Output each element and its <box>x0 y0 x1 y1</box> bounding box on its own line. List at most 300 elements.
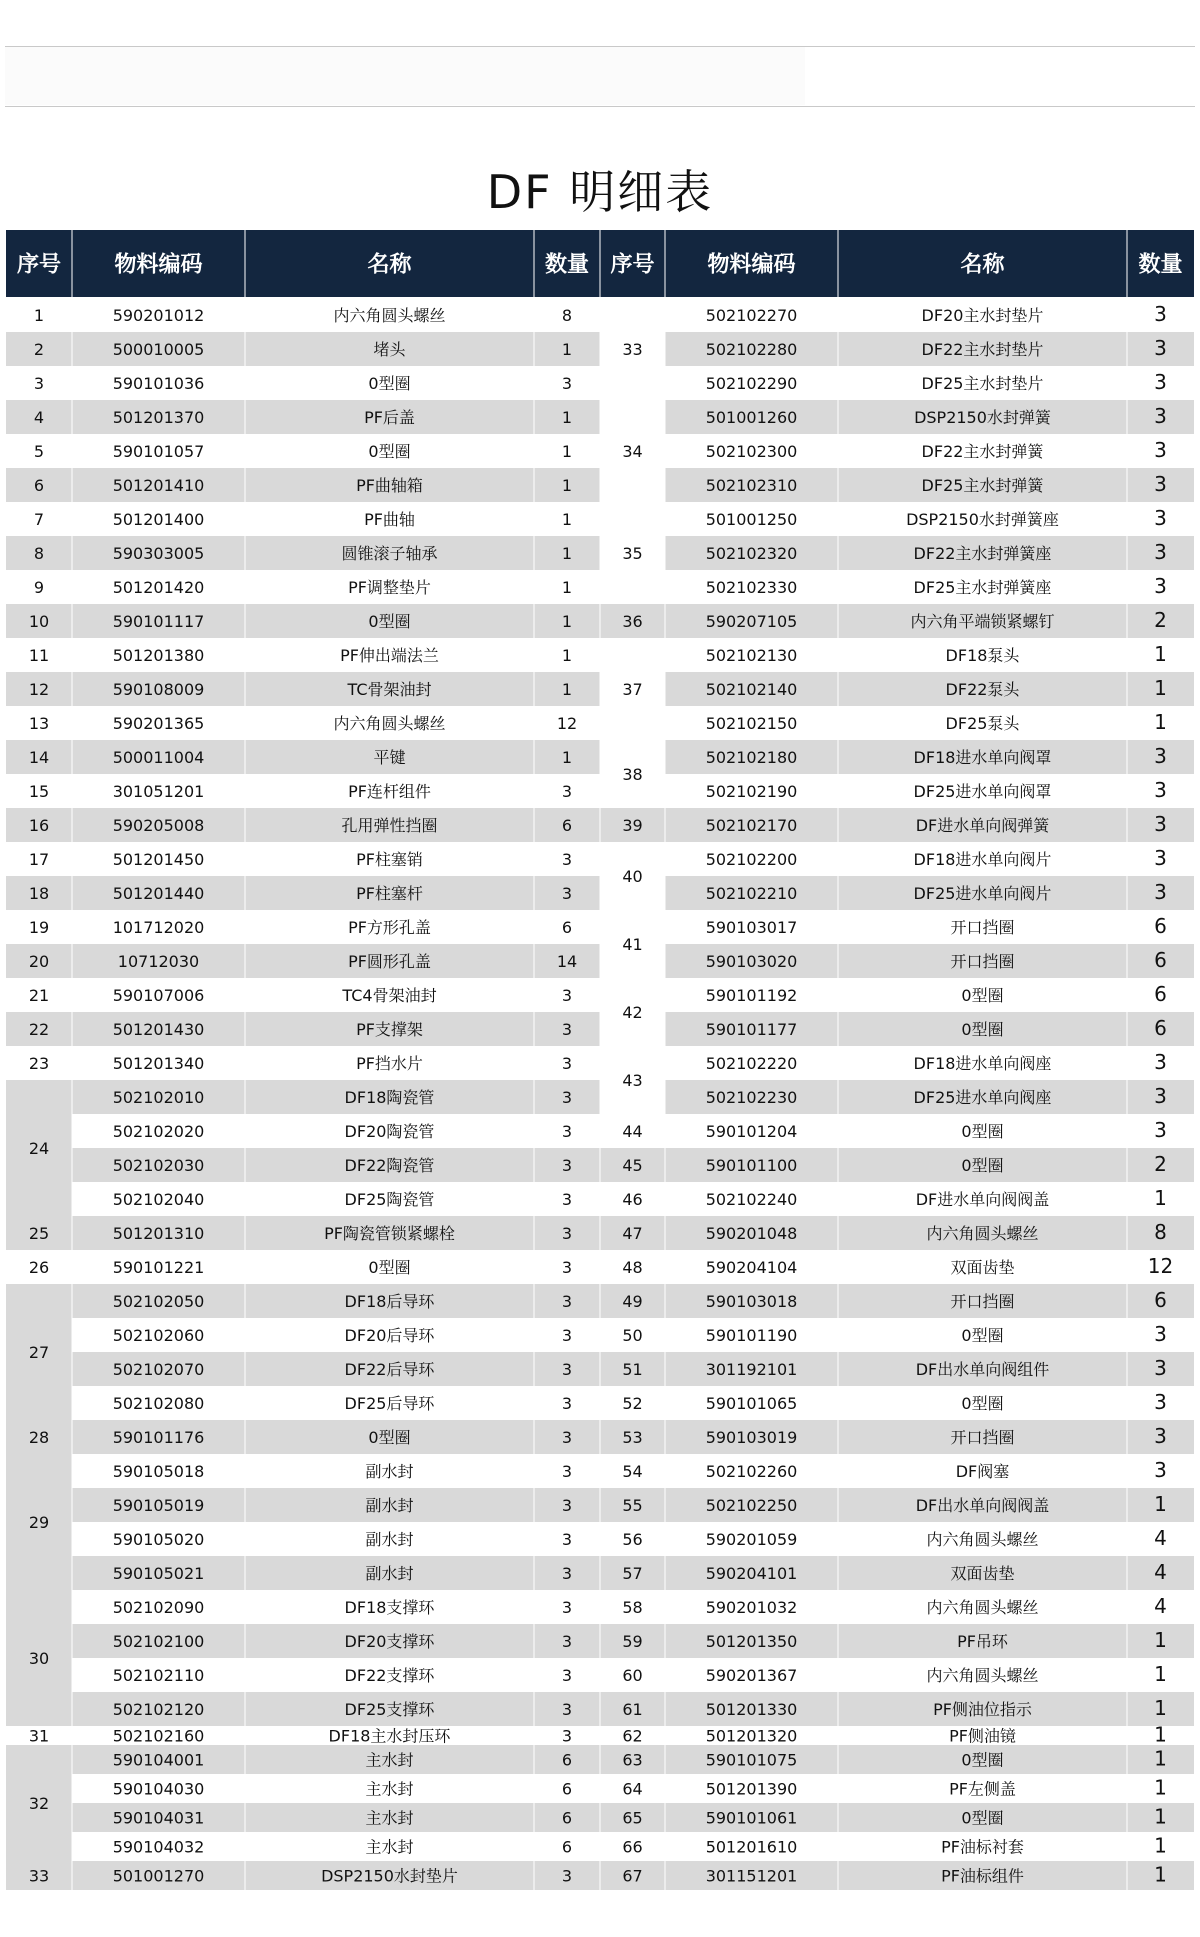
table-cell: 590103019 <box>705 1428 798 1447</box>
table-cell: 3 <box>561 1258 573 1277</box>
table-cell: 0型圈 <box>368 1258 411 1277</box>
merged-index-cell: 30 <box>28 1649 50 1668</box>
table-cell: 3 <box>1154 846 1167 870</box>
table-cell: 501201430 <box>112 1020 205 1039</box>
table-cell: 590204101 <box>705 1564 798 1583</box>
table-cell: 3 <box>561 1866 573 1886</box>
table-cell: 14 <box>28 748 50 767</box>
table-cell: TC骨架油封 <box>347 680 432 699</box>
table-cell: 6 <box>1154 914 1167 938</box>
table-cell: 502102220 <box>705 1054 798 1073</box>
table-cell: 502102050 <box>112 1292 205 1311</box>
table-cell: 1 <box>561 408 573 427</box>
merged-index-cell: 27 <box>28 1343 50 1362</box>
table-cell: 502102160 <box>112 1726 205 1746</box>
table-cell: 44 <box>622 1122 643 1141</box>
table-cell: 1 <box>1154 710 1167 734</box>
table-cell: PF曲轴 <box>364 510 415 529</box>
table-cell: 10712030 <box>117 952 200 971</box>
table-cell: 3 <box>561 1564 573 1583</box>
table-cell: 3 <box>1154 1356 1167 1380</box>
table-cell: 8 <box>33 544 45 563</box>
merged-index-cell: 32 <box>28 1794 50 1813</box>
table-cell: PF后盖 <box>364 408 415 427</box>
table-cell: 590101176 <box>112 1428 205 1447</box>
table-cell: 3 <box>1154 438 1167 462</box>
table-cell: 590105019 <box>112 1496 205 1515</box>
table-cell: 28 <box>28 1428 50 1447</box>
table-cell: 1 <box>1154 676 1167 700</box>
table-cell: 1 <box>1154 642 1167 666</box>
table-cell: 501201330 <box>705 1700 798 1719</box>
table-cell: 590104031 <box>112 1808 205 1828</box>
table-cell: 502102030 <box>112 1156 205 1175</box>
table-cell: PF柱塞销 <box>356 850 423 869</box>
table-cell: 3 <box>561 1428 573 1447</box>
table-cell: 590104030 <box>112 1779 205 1799</box>
table-cell: 60 <box>622 1666 643 1685</box>
table-cell: 502102230 <box>705 1088 798 1107</box>
table-cell: 502102090 <box>112 1598 205 1617</box>
table-cell: 46 <box>622 1190 643 1209</box>
table-cell: 3 <box>1154 302 1167 326</box>
table-cell: 双面齿垫 <box>950 1258 1015 1277</box>
table-cell: DF20陶瓷管 <box>344 1122 435 1141</box>
table-cell: 590201367 <box>705 1666 798 1685</box>
table-cell: 副水封 <box>365 1564 414 1583</box>
table-cell: 590201012 <box>112 306 205 325</box>
table-cell: 开口挡圈 <box>950 918 1015 937</box>
table-cell: 0型圈 <box>961 1156 1004 1175</box>
table-cell: 502102270 <box>705 306 798 325</box>
header-cell: 名称 <box>960 252 1005 278</box>
table-cell: 501201380 <box>112 646 205 665</box>
header-cell: 物料编码 <box>114 252 203 278</box>
table-cell: 53 <box>622 1428 643 1447</box>
table-cell: 10 <box>28 612 50 631</box>
table-cell: 1 <box>561 340 573 359</box>
table-cell: 1 <box>561 578 573 597</box>
table-cell: 301151201 <box>705 1866 798 1886</box>
table-cell: DF25后导环 <box>344 1394 435 1413</box>
merged-index-cell: 24 <box>28 1139 50 1158</box>
merged-index-cell: 42 <box>622 1003 643 1022</box>
table-cell: 58 <box>622 1598 643 1617</box>
table-cell: 3 <box>561 1292 573 1311</box>
table-cell: PF方形孔盖 <box>348 918 431 937</box>
table-cell: 502102260 <box>705 1462 798 1481</box>
table-cell: 6 <box>561 1750 573 1770</box>
merged-index-cell: 43 <box>622 1071 643 1090</box>
table-cell: 主水封 <box>365 1779 414 1799</box>
table-cell: 590104032 <box>112 1837 205 1857</box>
table-cell: 49 <box>622 1292 643 1311</box>
table-cell: PF圆形孔盖 <box>348 952 431 971</box>
table-cell: 1 <box>33 306 45 325</box>
table-cell: 3 <box>561 1190 573 1209</box>
table-cell: PF吊环 <box>957 1632 1008 1651</box>
table-cell: 1 <box>1154 1775 1167 1800</box>
table-cell: DF18支撑环 <box>344 1598 435 1617</box>
table-cell: DF25泵头 <box>945 714 1020 733</box>
table-cell: 2 <box>1154 608 1167 632</box>
table-cell: 1 <box>561 442 573 461</box>
table-cell: 1 <box>1154 1628 1167 1652</box>
table-cell: 3 <box>561 1326 573 1345</box>
table-cell: DF阀塞 <box>955 1462 1010 1481</box>
table-cell: 502102060 <box>112 1326 205 1345</box>
table-cell: PF曲轴箱 <box>356 476 423 495</box>
table-cell: 502102180 <box>705 748 798 767</box>
table-cell: 3 <box>561 1700 573 1719</box>
table-cell: 18 <box>28 884 50 903</box>
table-cell: 4 <box>1154 1560 1167 1584</box>
table-cell: 1 <box>561 680 573 699</box>
table-cell: 590205008 <box>112 816 205 835</box>
table-cell: 3 <box>1154 1050 1167 1074</box>
table-cell: 2 <box>33 340 45 359</box>
table-cell: 3 <box>33 374 45 393</box>
table-cell: 51 <box>622 1360 643 1379</box>
table-cell: DF25主水封弹簧 <box>921 476 1044 495</box>
table-cell: 4 <box>1154 1594 1167 1618</box>
table-cell: PF左侧盖 <box>949 1779 1016 1799</box>
table-cell: 590108009 <box>112 680 205 699</box>
table-cell: DF25陶瓷管 <box>344 1190 435 1209</box>
table-cell: 13 <box>28 714 50 733</box>
table-cell: DF进水单向阀弹簧 <box>915 816 1050 835</box>
table-cell: 堵头 <box>373 340 406 359</box>
merged-index-cell: 41 <box>622 935 643 954</box>
table-cell: 590101204 <box>705 1122 798 1141</box>
table-cell: 590101192 <box>705 986 798 1005</box>
table-cell: 590103018 <box>705 1292 798 1311</box>
table-cell: 6 <box>1154 1016 1167 1040</box>
table-cell: 56 <box>622 1530 643 1549</box>
table-cell: 502102110 <box>112 1666 205 1685</box>
table-cell: DF22主水封弹簧座 <box>913 544 1052 563</box>
table-cell: PF柱塞杆 <box>356 884 423 903</box>
table-cell: 502102310 <box>705 476 798 495</box>
table-cell: 500010005 <box>112 340 205 359</box>
table-cell: 1 <box>561 646 573 665</box>
merged-index-cell: 38 <box>622 765 643 784</box>
table-cell: PF侧油位指示 <box>933 1700 1032 1719</box>
table-cell: 590101117 <box>112 612 205 631</box>
table-cell: 3 <box>1154 472 1167 496</box>
header-cell: 序号 <box>610 252 655 278</box>
table-cell: 主水封 <box>365 1750 414 1770</box>
table-cell: 1 <box>1154 1746 1167 1771</box>
table-cell: PF连杆组件 <box>348 782 431 801</box>
table-cell: DF22主水封垫片 <box>921 340 1044 359</box>
table-cell: 31 <box>28 1726 50 1746</box>
table-cell: 501201350 <box>705 1632 798 1651</box>
table-cell: 501201370 <box>112 408 205 427</box>
table-cell: 501201400 <box>112 510 205 529</box>
table-cell: 0型圈 <box>368 374 411 393</box>
table-cell: 开口挡圈 <box>950 1292 1015 1311</box>
merged-index-cell: 37 <box>622 680 643 699</box>
table-cell: 3 <box>561 1496 573 1515</box>
table-cell: 590207105 <box>705 612 798 631</box>
table-cell: 1 <box>561 612 573 631</box>
table-cell: DF出水单向阀组件 <box>915 1360 1050 1379</box>
table-cell: 590103017 <box>705 918 798 937</box>
table-cell: 内六角圆头螺丝 <box>926 1598 1039 1617</box>
table-cell: 3 <box>1154 1084 1167 1108</box>
table-cell: 47 <box>622 1224 643 1243</box>
merged-index-cell: 33 <box>622 340 643 359</box>
table-cell: 3 <box>561 1394 573 1413</box>
table-cell: 内六角圆头螺丝 <box>926 1224 1039 1243</box>
table-cell: DF25进水单向阀片 <box>913 884 1052 903</box>
table-cell: DF18后导环 <box>344 1292 435 1311</box>
table-cell: 590101057 <box>112 442 205 461</box>
table-cell: 4 <box>1154 1526 1167 1550</box>
table-cell: 59 <box>622 1632 643 1651</box>
table-cell: 4 <box>33 408 45 427</box>
table-cell: 502102020 <box>112 1122 205 1141</box>
table-cell: 内六角圆头螺丝 <box>333 714 446 733</box>
table-cell: 502102150 <box>705 714 798 733</box>
table-cell: 12 <box>28 680 50 699</box>
table-cell: 21 <box>28 986 50 1005</box>
table-cell: 副水封 <box>365 1530 414 1549</box>
table-cell: 0型圈 <box>961 1122 1004 1141</box>
table-cell: 3 <box>561 1462 573 1481</box>
table-cell: DF18进水单向阀片 <box>913 850 1052 869</box>
table-cell: 23 <box>28 1054 50 1073</box>
table-cell: 3 <box>561 1666 573 1685</box>
table-cell: 64 <box>622 1779 643 1799</box>
table-cell: 3 <box>561 1530 573 1549</box>
table-cell: 502102200 <box>705 850 798 869</box>
table-cell: 101712020 <box>112 918 205 937</box>
table-cell: 20 <box>28 952 50 971</box>
table-cell: DF20后导环 <box>344 1326 435 1345</box>
table-cell: 57 <box>622 1564 643 1583</box>
table-cell: 502102120 <box>112 1700 205 1719</box>
table-cell: 6 <box>561 1837 573 1857</box>
table-cell: 9 <box>33 578 45 597</box>
table-cell: 6 <box>561 1779 573 1799</box>
table-cell: 6 <box>561 1808 573 1828</box>
table-cell: 3 <box>561 1156 573 1175</box>
table-cell: 590201032 <box>705 1598 798 1617</box>
table-cell: 3 <box>561 986 573 1005</box>
table-cell: 副水封 <box>365 1462 414 1481</box>
table-cell: 501201390 <box>705 1779 798 1799</box>
table-cell: 502102070 <box>112 1360 205 1379</box>
table-cell: 502102140 <box>705 680 798 699</box>
table-cell: 590101100 <box>705 1156 798 1175</box>
table-cell: 15 <box>28 782 50 801</box>
table-cell: 6 <box>1154 1288 1167 1312</box>
table-cell: 502102100 <box>112 1632 205 1651</box>
table-cell: 12 <box>1147 1254 1174 1278</box>
table-cell: 590201048 <box>705 1224 798 1243</box>
table-cell: 主水封 <box>365 1837 414 1857</box>
table-cell: 39 <box>622 816 643 835</box>
table-cell: DF22后导环 <box>344 1360 435 1379</box>
table-cell: 52 <box>622 1394 643 1413</box>
table-cell: DF进水单向阀阀盖 <box>915 1190 1050 1209</box>
table-cell: 590107006 <box>112 986 205 1005</box>
page-title: DF 明细表 <box>486 165 714 219</box>
table-cell: 590101190 <box>705 1326 798 1345</box>
table-cell: 590101075 <box>705 1750 798 1770</box>
table-cell: 6 <box>561 918 573 937</box>
table-cell: 33 <box>28 1866 50 1886</box>
table-cell: DF18泵头 <box>945 646 1020 665</box>
header-cell: 物料编码 <box>707 252 796 278</box>
table-cell: 55 <box>622 1496 643 1515</box>
table-cell: 6 <box>561 816 573 835</box>
table-cell: 3 <box>1154 540 1167 564</box>
table-cell: 50 <box>622 1326 643 1345</box>
table-cell: 内六角平端锁紧螺钉 <box>910 612 1055 631</box>
table-cell: 12 <box>556 714 578 733</box>
table-cell: 1 <box>1154 1722 1167 1747</box>
table-cell: DF22支撑环 <box>344 1666 435 1685</box>
table-cell: 502102170 <box>705 816 798 835</box>
table-cell: 501001260 <box>705 408 798 427</box>
table-cell: 3 <box>1154 1390 1167 1414</box>
table-cell: DF22主水封弹簧 <box>921 442 1044 461</box>
table-cell: 63 <box>622 1750 643 1770</box>
table-cell: 平键 <box>373 748 406 767</box>
table-cell: 17 <box>28 850 50 869</box>
table-cell: PF陶瓷管锁紧螺栓 <box>324 1224 455 1243</box>
table-cell: 590201059 <box>705 1530 798 1549</box>
table-cell: DF18进水单向阀座 <box>913 1054 1052 1073</box>
merged-index-cell: 40 <box>622 867 643 886</box>
table-cell: 590104001 <box>112 1750 205 1770</box>
table-cell: 5 <box>33 442 45 461</box>
table-cell: 孔用弹性挡圈 <box>341 816 438 835</box>
table-cell: 502102010 <box>112 1088 205 1107</box>
table-cell: DF20支撑环 <box>344 1632 435 1651</box>
merged-index-cell: 29 <box>28 1513 50 1532</box>
table-cell: 62 <box>622 1726 643 1746</box>
merged-index-cell: 34 <box>622 442 643 461</box>
table-cell: 67 <box>622 1866 643 1886</box>
table-cell: 0型圈 <box>368 612 411 631</box>
table-cell: 502102130 <box>705 646 798 665</box>
table-cell: 502102240 <box>705 1190 798 1209</box>
table-cell: PF挡水片 <box>356 1054 423 1073</box>
table-cell: 590105018 <box>112 1462 205 1481</box>
table-cell: 开口挡圈 <box>950 1428 1015 1447</box>
table-cell: 590105021 <box>112 1564 205 1583</box>
table-cell: 590101061 <box>705 1808 798 1828</box>
table-cell: 65 <box>622 1808 643 1828</box>
table-cell: DF18主水封压环 <box>328 1726 451 1746</box>
table-cell: 3 <box>561 1598 573 1617</box>
table-cell: 301192101 <box>705 1360 798 1379</box>
table-cell: 3 <box>561 850 573 869</box>
table-cell: DF25主水封弹簧座 <box>913 578 1052 597</box>
table-cell: 0型圈 <box>368 442 411 461</box>
table-cell: DF18陶瓷管 <box>344 1088 435 1107</box>
table-cell: 内六角圆头螺丝 <box>926 1530 1039 1549</box>
table-cell: 590103020 <box>705 952 798 971</box>
table-cell: DSP2150水封弹簧 <box>914 408 1051 427</box>
table-cell: 8 <box>1154 1220 1167 1244</box>
table-cell: 590101065 <box>705 1394 798 1413</box>
table-cell: 61 <box>622 1700 643 1719</box>
table-cell: PF调整垫片 <box>348 578 431 597</box>
table-cell: 1 <box>561 748 573 767</box>
table-cell: 6 <box>33 476 45 495</box>
table-cell: DF22泵头 <box>945 680 1020 699</box>
table-cell: 7 <box>33 510 45 529</box>
table-cell: 3 <box>561 1122 573 1141</box>
table-cell: 301051201 <box>112 782 205 801</box>
table-cell: 3 <box>1154 1322 1167 1346</box>
table-cell: 3 <box>561 1224 573 1243</box>
table-cell: 54 <box>622 1462 643 1481</box>
table-cell: 502102300 <box>705 442 798 461</box>
table-cell: 1 <box>1154 1833 1167 1858</box>
table-cell: 3 <box>1154 812 1167 836</box>
table-cell: 0型圈 <box>961 1394 1004 1413</box>
table-cell: 3 <box>1154 506 1167 530</box>
table-cell: 590101177 <box>705 1020 798 1039</box>
table-cell: 16 <box>28 816 50 835</box>
table-cell: 502102210 <box>705 884 798 903</box>
table-cell: 2 <box>1154 1152 1167 1176</box>
table-cell: 副水封 <box>365 1496 414 1515</box>
table-cell: 3 <box>561 1360 573 1379</box>
table-cell: 8 <box>561 306 573 325</box>
table-cell: DSP2150水封弹簧座 <box>906 510 1059 529</box>
table-cell: 3 <box>561 1020 573 1039</box>
table-cell: 26 <box>28 1258 50 1277</box>
table-cell: 圆锥滚子轴承 <box>341 544 438 563</box>
table-cell: 6 <box>1154 948 1167 972</box>
header-cell: 序号 <box>16 252 62 278</box>
table-cell: 501201310 <box>112 1224 205 1243</box>
table-cell: 3 <box>1154 574 1167 598</box>
table-cell: 3 <box>1154 880 1167 904</box>
table-cell: 502102330 <box>705 578 798 597</box>
table-cell: 590101036 <box>112 374 205 393</box>
table-cell: 502102280 <box>705 340 798 359</box>
table-cell: 1 <box>1154 1804 1167 1829</box>
table-cell: 501201320 <box>705 1726 798 1746</box>
table-cell: PF侧油镜 <box>949 1726 1016 1746</box>
table-cell: 11 <box>28 646 50 665</box>
header-cell: 名称 <box>367 252 412 278</box>
table-cell: 1 <box>561 544 573 563</box>
table-cell: 3 <box>561 1054 573 1073</box>
table-cell: 1 <box>1154 1186 1167 1210</box>
table-cell: 590105020 <box>112 1530 205 1549</box>
table-cell: 1 <box>1154 1662 1167 1686</box>
table-cell: PF油标衬套 <box>941 1837 1024 1857</box>
table-cell: DSP2150水封垫片 <box>321 1866 458 1886</box>
table-cell: 590101221 <box>112 1258 205 1277</box>
table-cell: 502102190 <box>705 782 798 801</box>
table-cell: 501201420 <box>112 578 205 597</box>
table-cell: 3 <box>561 1726 573 1746</box>
table-cell: 48 <box>622 1258 643 1277</box>
table-cell: 3 <box>1154 1424 1167 1448</box>
table-cell: 590303005 <box>112 544 205 563</box>
table-cell: 3 <box>561 1632 573 1651</box>
